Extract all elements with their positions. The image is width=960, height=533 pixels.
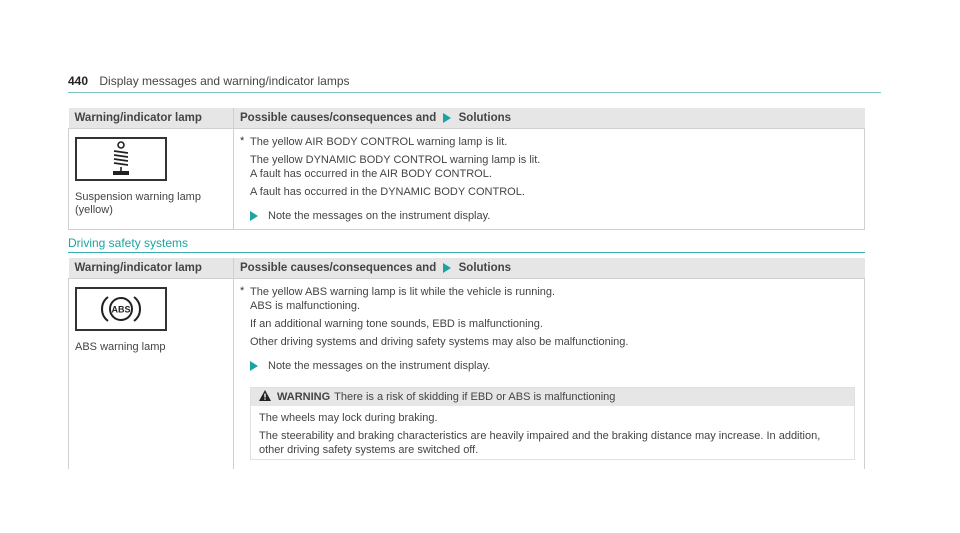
cause-line-4: Other driving systems and driving safety systems may also be malfunctioning. [250, 336, 629, 348]
column-header-lamp: Warning/indicator lamp [69, 108, 234, 129]
cause-line-4: A fault has occurred in the DYNAMIC BODY CONTROL. [250, 186, 525, 198]
bullet-star: * [240, 135, 245, 147]
cause-item [240, 135, 858, 149]
warning-triangle-icon [259, 390, 271, 404]
section-title: Driving safety systems [68, 236, 865, 253]
page-title: Display messages and warning/indicator lamps [99, 74, 350, 88]
bullet-star: * [240, 285, 245, 297]
action-text: Note the messages on the instrument display. [268, 360, 491, 372]
causes-cell [234, 129, 865, 230]
abs-icon-text: ABS [111, 304, 131, 315]
warning-line-1: The wheels may lock during braking. [259, 412, 438, 424]
suspension-spring-icon [75, 137, 167, 181]
column-header-lamp: Warning/indicator lamp [69, 258, 234, 279]
action-item [240, 359, 858, 373]
lamp-caption-color: (yellow) [75, 204, 113, 216]
table-header-row [69, 258, 865, 279]
arrow-right-icon [250, 211, 258, 221]
warning-title: There is a risk of skidding if EBD or ABS is malfunctioning [334, 391, 616, 403]
causes-cell [234, 279, 865, 469]
abs-icon [75, 287, 167, 331]
cause-line-2: ABS is malfunctioning. [250, 300, 361, 312]
column-header-solutions-label: Solutions [458, 112, 512, 124]
lamp-cell [69, 279, 234, 469]
suspension-lamp-table [68, 108, 865, 230]
cause-line-1: The yellow ABS warning lamp is lit while the vehicle is running. [250, 286, 556, 298]
warning-box [250, 387, 855, 460]
page-number: 440 [68, 74, 89, 88]
column-header-causes [234, 258, 865, 279]
table-header-row [69, 108, 865, 129]
warning-header [251, 388, 854, 406]
lamp-caption: Suspension warning lamp [75, 191, 201, 203]
action-text: Note the messages on the instrument display. [268, 210, 491, 222]
warning-line-2: The steerability and braking characteristics are heavily impaired and the braking distance may increase. In addition, [259, 430, 821, 442]
warning-body [251, 406, 854, 459]
arrow-right-icon [250, 361, 258, 371]
arrow-right-icon [443, 263, 451, 273]
warning-line-3: other driving safety systems are switched off. [259, 444, 479, 456]
lamp-cell [69, 129, 234, 230]
arrow-right-icon [443, 113, 451, 123]
warning-label: WARNING [277, 391, 331, 403]
cause-line-3: A fault has occurred in the AIR BODY CONTROL. [250, 168, 492, 180]
cause-item [240, 285, 858, 299]
table-row [69, 279, 865, 469]
column-header-causes [234, 108, 865, 129]
cause-line-3: If an additional warning tone sounds, EBD is malfunctioning. [250, 318, 543, 330]
table-row [69, 129, 865, 230]
column-header-causes-label: Possible causes/consequences and [240, 262, 437, 274]
cause-line-1: The yellow AIR BODY CONTROL warning lamp is lit. [250, 136, 508, 148]
column-header-solutions-label: Solutions [458, 262, 512, 274]
lamp-caption: ABS warning lamp [75, 341, 166, 353]
page-header [68, 74, 881, 93]
action-item [240, 209, 858, 223]
column-header-causes-label: Possible causes/consequences and [240, 112, 437, 124]
cause-line-2: The yellow DYNAMIC BODY CONTROL warning lamp is lit. [250, 154, 541, 166]
abs-lamp-table [68, 258, 865, 469]
